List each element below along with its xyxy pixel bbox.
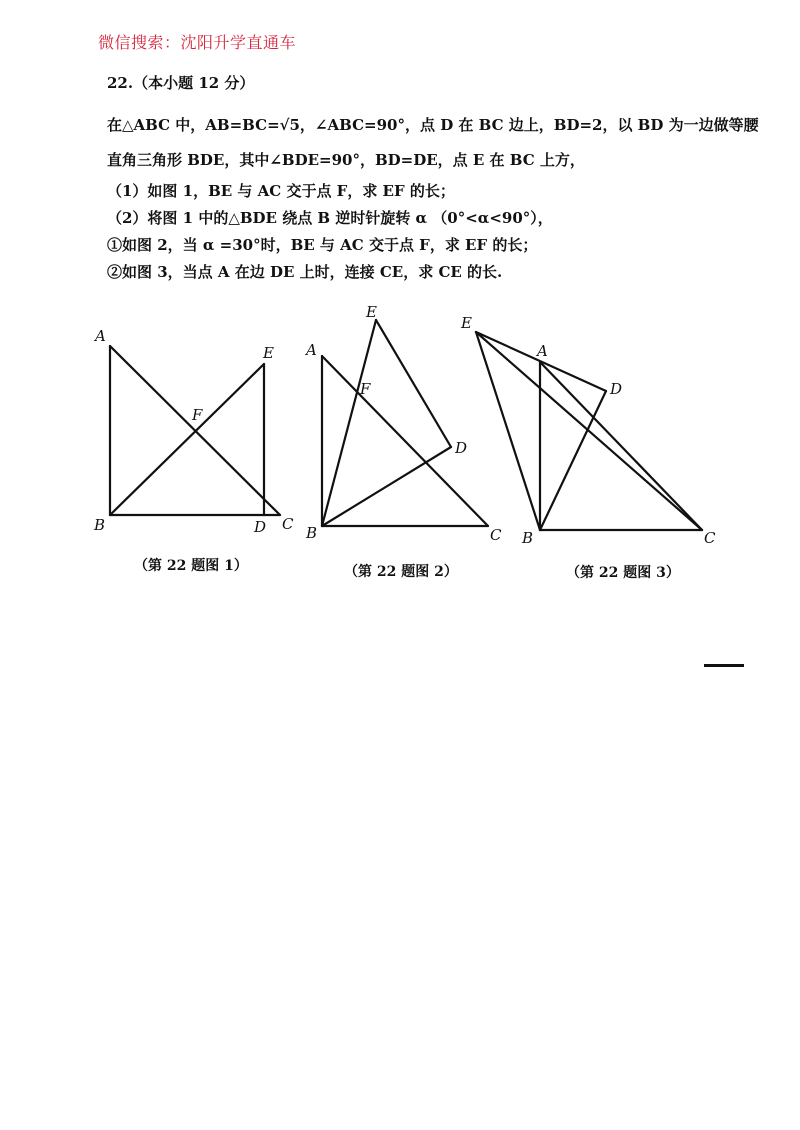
fig3-label-a: A: [537, 342, 548, 360]
question-header: 22.（本小题 12 分）: [107, 74, 255, 92]
fig1-label-e: E: [263, 344, 274, 362]
fig3-segment-be: [476, 332, 540, 530]
fig3-label-d: D: [610, 380, 623, 398]
fig1-label-a: A: [95, 327, 106, 345]
fig2-label-c: C: [490, 526, 502, 544]
fig3-caption: （第 22 题图 3）: [566, 565, 680, 581]
question-line-2: 直角三角形 BDE，其中∠BDE=90°，BD=DE，点 E 在 BC 上方，: [107, 151, 585, 169]
fig3-segment-bd: [540, 391, 606, 530]
fig1-label-c: C: [282, 515, 294, 533]
fig1-label-d: D: [254, 518, 267, 536]
fig3-label-c: C: [704, 529, 716, 547]
fig2-label-a: A: [306, 341, 317, 359]
fig1-label-b: B: [94, 516, 106, 534]
question-line-1: 在△ABC 中，AB=BC=√5，∠ABC=90°，点 D 在 BC 边上，BD=2，以 BD 为一边做等腰: [107, 116, 759, 134]
question-line-3: （1）如图 1，BE 与 AC 交于点 F，求 EF 的长；: [107, 182, 455, 200]
fig2-label-d: D: [455, 439, 468, 457]
question-line-4: （2）将图 1 中的△BDE 绕点 B 逆时针旋转 α （0°<α<90°），: [107, 209, 553, 227]
fig2-label-b: B: [306, 524, 318, 542]
fig1-label-f: F: [192, 406, 203, 424]
fig1-segment-be: [110, 364, 264, 515]
question-line-5: ①如图 2，当 α =30°时，BE 与 AC 交于点 F，求 EF 的长；: [107, 236, 538, 254]
fig2-segment-be: [322, 320, 376, 526]
figure-1: [93, 327, 294, 574]
fig2-label-f: F: [360, 380, 371, 398]
fig2-label-e: E: [366, 303, 377, 321]
fig3-label-b: B: [522, 529, 534, 547]
figures-area: [0, 290, 800, 600]
fig3-segment-ce: [476, 332, 702, 530]
fig2-caption: （第 22 题图 2）: [344, 564, 458, 580]
figures-svg: [0, 290, 800, 600]
fig3-label-e: E: [461, 314, 472, 332]
fig2-segment-ed: [376, 320, 451, 447]
fig1-caption: （第 22 题图 1）: [134, 558, 248, 574]
figure-2: [304, 303, 502, 580]
fig2-segment-bd: [322, 447, 451, 526]
watermark-text: 微信搜索：沈阳升学直通车: [98, 33, 297, 52]
question-line-6: ②如图 3，当点 A 在边 DE 上时，连接 CE，求 CE 的长.: [107, 263, 503, 281]
margin-dash: [704, 664, 744, 667]
